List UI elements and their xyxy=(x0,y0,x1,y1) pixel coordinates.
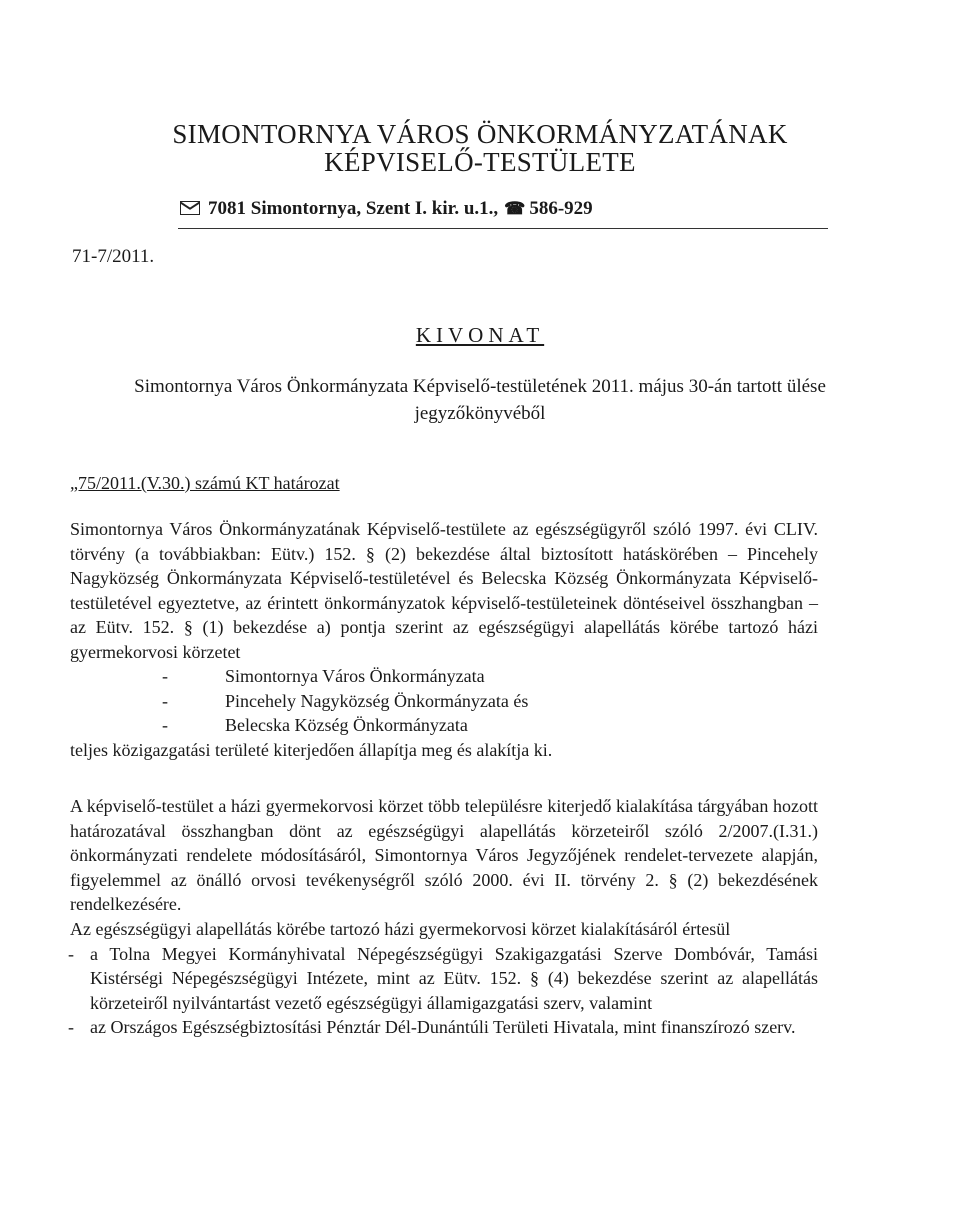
council-title-line2: KÉPVISELŐ-TESTÜLETE xyxy=(324,147,636,177)
paragraph-text: teljes közigazgatási területé kiterjedően állapítja meg és alakítja ki. xyxy=(70,739,553,760)
phone-number: 586-929 xyxy=(529,198,593,219)
document-subtitle xyxy=(0,373,960,427)
header-divider xyxy=(178,228,828,229)
subtitle-line1: Simontornya Város Önkormányzata Képviselő-testületének 2011. május 30-án tartott ülése xyxy=(134,376,826,397)
municipality-list xyxy=(70,664,818,738)
contact-line xyxy=(180,196,830,222)
document-number: 71-7/2011. xyxy=(72,246,155,267)
list-item: - az Országos Egészségbiztosítási Pénztár Dél-Dunántúli Területi Hivatala, mint finanszírozó szerv. xyxy=(70,1015,818,1040)
list-item: - Pincehely Nagyközség Önkormányzata és xyxy=(70,689,818,714)
envelope-icon xyxy=(180,201,200,215)
resolution-title: „75/2011.(V.30.) számú KT határozat xyxy=(70,473,340,493)
council-title-line1: SIMONTORNYA VÁROS ÖNKORMÁNYZATÁNAK xyxy=(172,119,788,149)
paragraph-text: Simontornya Város Önkormányzatának Képviselő-testülete az egészségügyről szóló 1997. évi CLIV. törvény (a továbbiakban: Eütv.) 152. § (2) bekezdése által biztosított hatáskörében – Pincehely Nagyközség Önkormányzata Képviselő-testületével és Belecska Község Önkormányzata Képviselő-testületével egyeztetve, az érintett önkormányzatok képviselő-testületeinek döntéseivel összhangban – az Eütv. 152. § (1) bekezdése a) pontja szerint az egészségügyi alapellátás körébe tartozó házi gyermekorvosi körzetet xyxy=(70,519,818,662)
resolution-paragraph xyxy=(70,517,818,762)
list-item: - a Tolna Megyei Kormányhivatal Népegészségügyi Szakigazgatási Szerve Dombóvár, Tamási Kistérségi Népegészségügyi Intézete, mint az Eütv. 152. § (4) bekezdése szerint az alapellátás körzeteiről nyilvántartást vezető egészségügyi államigazgatási szerv, valamint xyxy=(70,942,818,1016)
postal-address: 7081 Simontornya, Szent I. kir. u.1., xyxy=(208,198,499,219)
list-item: - Belecska Község Önkormányzata xyxy=(70,713,818,738)
list-item: - Simontornya Város Önkormányzata xyxy=(70,664,818,689)
document-heading: KIVONAT xyxy=(415,323,545,347)
regulation-paragraph xyxy=(70,794,818,917)
paragraph-text: A képviselő-testület a házi gyermekorvosi körzet több településre kiterjedő kialakítása tárgyában hozott határozatával összhangban dönt az egészségügyi alapellátás körzeteiről szóló 2/2007.(I.31.) önkormányzati rendelete módosításáról, Simontornya Város Jegyzőjének rendelet-tervezete alapján, figyelemmel az önálló orvosi tevékenységről szóló 2000. évi II. törvény 2. § (2) bekezdésének rendelkezésére. xyxy=(70,796,818,914)
notification-paragraph xyxy=(70,917,818,1040)
subtitle-line2: jegyzőkönyvéből xyxy=(414,403,546,424)
telephone-icon: ☎ xyxy=(504,199,526,218)
recipient-list xyxy=(70,942,818,1040)
paragraph-text: Az egészségügyi alapellátás körébe tartozó házi gyermekorvosi körzet kialakításáról értesül xyxy=(70,919,731,939)
